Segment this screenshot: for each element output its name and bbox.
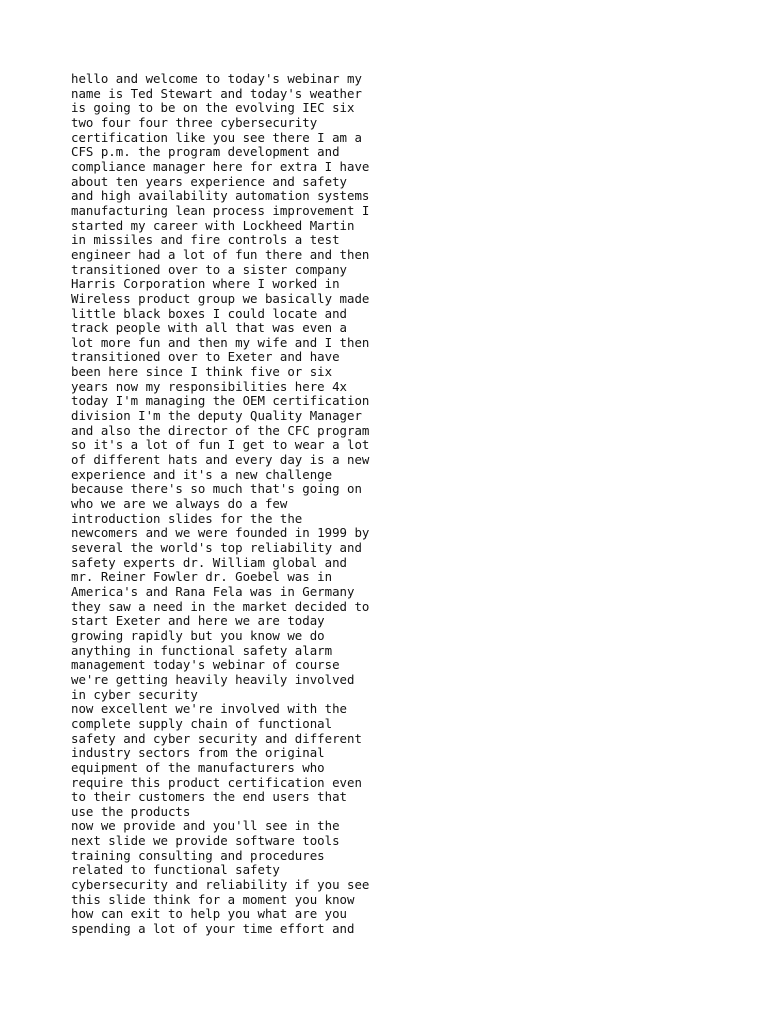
transcript-line: we're getting heavily heavily involved xyxy=(71,671,355,687)
transcript-line: certification like you see there I am a xyxy=(71,129,362,145)
transcript-line: transitioned over to a sister company xyxy=(71,261,348,277)
transcript-line: and high availability automation systems xyxy=(71,188,370,204)
transcript-line: industry sectors from the original xyxy=(71,745,325,761)
transcript-line: compliance manager here for extra I have xyxy=(71,158,370,174)
transcript-line: management today's webinar of course xyxy=(71,657,340,673)
transcript-line: related to functional safety xyxy=(71,862,280,878)
transcript-line: use the products xyxy=(71,803,191,819)
transcript-line: so it's a lot of fun I get to wear a lot xyxy=(71,437,370,453)
transcript-line: of different hats and every day is a new xyxy=(71,452,370,468)
transcript-line: experience and it's a new challenge xyxy=(71,466,333,482)
transcript-line: complete supply chain of functional xyxy=(71,715,333,731)
transcript-line: this slide think for a moment you know xyxy=(71,891,355,907)
transcript-line: next slide we provide software tools xyxy=(71,833,340,849)
transcript-line: who we are we always do a few xyxy=(71,496,288,512)
transcript-line: because there's so much that's going on xyxy=(71,481,362,497)
transcript-line: track people with all that was even a xyxy=(71,320,348,336)
transcript-line: anything in functional safety alarm xyxy=(71,642,333,658)
transcript-line: is going to be on the evolving IEC six xyxy=(71,100,355,116)
transcript-line: now we provide and you'll see in the xyxy=(71,818,340,834)
transcript-line: safety experts dr. William global and xyxy=(71,554,348,570)
transcript-line: introduction slides for the the xyxy=(71,510,303,526)
transcript-line: in cyber security xyxy=(71,686,198,702)
transcript-line: manufacturing lean process improvement I xyxy=(71,202,370,218)
transcript-line: about ten years experience and safety xyxy=(71,173,348,189)
transcript-line: now excellent we're involved with the xyxy=(71,701,348,717)
transcript-line: require this product certification even xyxy=(71,774,362,790)
transcript-line: in missiles and fire controls a test xyxy=(71,232,340,248)
transcript-line: America's and Rana Fela was in Germany xyxy=(71,583,355,599)
transcript-line: been here since I think five or six xyxy=(71,364,333,380)
transcript-line: how can exit to help you what are you xyxy=(71,906,348,922)
transcript-line: little black boxes I could locate and xyxy=(71,305,348,321)
transcript-line: CFS p.m. the program development and xyxy=(71,144,340,160)
transcript-line: several the world's top reliability and xyxy=(71,540,362,555)
transcript-line: two four four three cybersecurity xyxy=(71,114,318,130)
transcript-line: equipment of the manufacturers who xyxy=(71,759,325,775)
transcript-line: engineer had a lot of fun there and then xyxy=(71,246,370,262)
transcript-line: safety and cyber security and different xyxy=(71,730,362,746)
transcript-line: they saw a need in the market decided to xyxy=(71,598,370,614)
transcript-line: Harris Corporation where I worked in xyxy=(71,276,340,292)
transcript-line: start Exeter and here we are today xyxy=(71,613,325,629)
transcript-line: training consulting and procedures xyxy=(71,847,325,863)
transcript-line: cybersecurity and reliability if you see xyxy=(71,877,370,893)
transcript-line: years now my responsibilities here 4x xyxy=(71,378,348,394)
transcript-line: spending a lot of your time effort and xyxy=(71,921,355,937)
transcript-line: and also the director of the CFC program xyxy=(71,422,370,438)
transcript-line: mr. Reiner Fowler dr. Goebel was in xyxy=(71,569,333,585)
transcript-line: today I'm managing the OEM certification xyxy=(71,393,370,409)
transcript-line: hello and welcome to today's webinar my xyxy=(71,71,362,86)
transcript-line: lot more fun and then my wife and I then xyxy=(71,334,370,350)
transcript-line: transitioned over to Exeter and have xyxy=(71,349,340,365)
transcript-line: growing rapidly but you know we do xyxy=(71,627,325,643)
transcript-line: Wireless product group we basically made xyxy=(71,290,370,306)
transcript-line: division I'm the deputy Quality Manager xyxy=(71,408,362,424)
transcript-text xyxy=(71,72,731,937)
transcript-line: name is Ted Stewart and today's weather xyxy=(71,85,362,101)
transcript-line: to their customers the end users that xyxy=(71,789,348,805)
transcript-line: newcomers and we were founded in 1999 by xyxy=(71,525,370,541)
transcript-line: started my career with Lockheed Martin xyxy=(71,217,355,233)
